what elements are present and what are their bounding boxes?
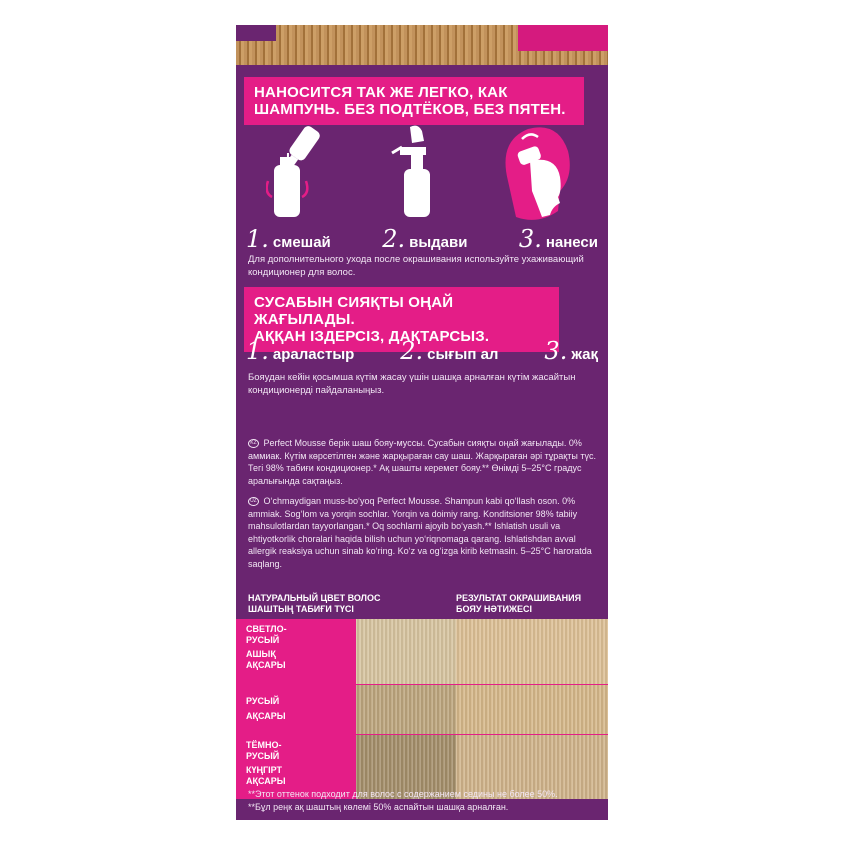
shade-kz-line2: АҚСАРЫ	[246, 775, 286, 786]
shade-ru-line2: РУСЫЙ	[246, 750, 280, 761]
shade-kz	[246, 649, 346, 670]
banner-kz-line1: СУСАБЫН СИЯҚТЫ ОҢАЙ ЖАҒЫЛАДЫ.	[254, 294, 454, 328]
shade-kz-line1: АШЫҚ	[246, 649, 276, 659]
shade-kz-line1: АҚСАРЫ	[246, 710, 286, 721]
description-uz	[248, 495, 600, 570]
step-number: 3.	[544, 337, 568, 365]
step-label: смешай	[272, 234, 331, 251]
step-number: 2.	[382, 225, 406, 253]
care-note-kz: Бояудан кейін қосымша күтім жасау үшін шашқа арналған күтім жасайтын кондиционерді пайдаланыңыз.	[248, 372, 576, 396]
steps-ru	[236, 225, 608, 253]
step-mix-ru	[246, 225, 331, 253]
natural-swatch	[356, 685, 456, 735]
result-swatch	[456, 685, 608, 735]
shade-kz-line1: КҮҢГІРТ	[246, 765, 282, 775]
footnote-kz: **Бұл реңк ақ шаштың көлемі 50% аспайтын шашқа арналған.	[248, 802, 509, 812]
care-note-ru: Для дополнительного ухода после окрашивания используйте ухаживающий кондиционер для волос.	[248, 254, 584, 278]
natural-swatch	[356, 619, 456, 685]
natural-color-header-kz: ШАШТЫҢ ТАБИҒИ ТҮСІ	[248, 604, 354, 614]
footnote-ru: **Этот оттенок подходит для волос с содержанием седины не более 50%.	[248, 789, 558, 799]
natural-color-header-ru: НАТУРАЛЬНЫЙ ЦВЕТ ВОЛОС	[248, 593, 381, 603]
shade-kz-line2: АҚСАРЫ	[246, 659, 286, 670]
shade-kz	[246, 765, 346, 786]
banner-kz-line2: АҚҚАН ІЗДЕРСІЗ, ДАҚТАРСЫЗ.	[254, 328, 490, 345]
top-pink-tab	[518, 25, 608, 51]
footnotes	[248, 788, 600, 814]
top-purple-tab	[236, 25, 276, 41]
description-kz	[248, 437, 600, 487]
shade-row-blonde	[236, 685, 608, 735]
step-number: 1.	[246, 225, 269, 253]
step-squeeze-ru	[382, 225, 467, 253]
shade-row-light-blonde	[236, 619, 608, 685]
result-header-ru: РЕЗУЛЬТАТ ОКРАШИВАНИЯ	[456, 593, 582, 603]
shade-ru-line1: СВЕТЛО-	[246, 624, 287, 634]
step-label: сығып ал	[427, 346, 499, 363]
step-number: 1.	[246, 337, 269, 365]
result-swatch	[456, 619, 608, 685]
step-label: араластыр	[272, 346, 355, 363]
steps-kz	[236, 337, 608, 365]
description-uz-text: O‘chmaydigan muss-bo‘yoq Perfect Mousse. Shampun kabi qo‘llash oson. 0% ammiak. Sog‘lom va yorqin sochlar. Yorqin va doimiy rang. Konditsioner 98% tabiiy mahsulotlardan tayyorlangan.* Oq sochlarni ajoyib bo‘yash.** Ishlatish usuli va ehtiyotkorlik choralari haqida bilish uchun yo‘riqnomaga qarang. Ishlatishdan avval allergik reaksiya uchun sinab ko‘ring. Ko‘z va og‘izga kirib ketmasin. 5–25°C haroratda saqlang.	[248, 496, 592, 569]
step-number: 2.	[400, 337, 424, 365]
mix-bottles-icon	[266, 123, 326, 223]
shade-ru-line1: ТЁМНО-	[246, 740, 282, 750]
shade-ru-line2: РУСЫЙ	[246, 634, 280, 645]
result-header	[456, 593, 608, 615]
natural-color-header	[248, 593, 408, 615]
language-badge-kz: KZ	[248, 439, 259, 448]
step-mix-kz	[246, 337, 354, 365]
step-apply-ru	[519, 225, 598, 253]
shade-label	[236, 685, 356, 735]
banner-ru-line2: ШАМПУНЬ. БЕЗ ПОДТЁКОВ, БЕЗ ПЯТЕН.	[254, 101, 566, 118]
result-header-kz: БОЯУ НӘТИЖЕСІ	[456, 604, 533, 614]
description-kz-text: Perfect Mousse берік шаш бояу-муссы. Сусабын сияқты оңай жағылады. 0% аммиак. Күтім көрсетілген және жарқыраған сау шаш. Жарқыраған әрі тұрақты түс. Тегі 98% табиғи кондиционер.* Ақ шашты керемет бояу.** Өнімді 5–25°С градус аралығында сақтаңыз.	[248, 438, 596, 486]
box-top-flap	[236, 25, 608, 65]
product-box-back	[236, 25, 608, 820]
language-badge-uz: UZ	[248, 497, 259, 506]
step-apply-kz	[544, 337, 598, 365]
shade-kz	[246, 711, 346, 722]
shade-label	[236, 619, 356, 685]
step-label: жақ	[571, 346, 598, 363]
shade-ru-line1: РУСЫЙ	[246, 696, 280, 706]
step-number: 3.	[518, 225, 542, 253]
head-application-icon	[498, 121, 574, 225]
banner-ru	[244, 77, 584, 125]
pump-bottle-icon	[388, 123, 448, 223]
step-label: выдави	[409, 234, 468, 251]
banner-ru-line1: НАНОСИТСЯ ТАК ЖЕ ЛЕГКО, КАК	[254, 84, 508, 101]
step-squeeze-kz	[400, 337, 498, 365]
step-label: нанеси	[545, 234, 598, 251]
